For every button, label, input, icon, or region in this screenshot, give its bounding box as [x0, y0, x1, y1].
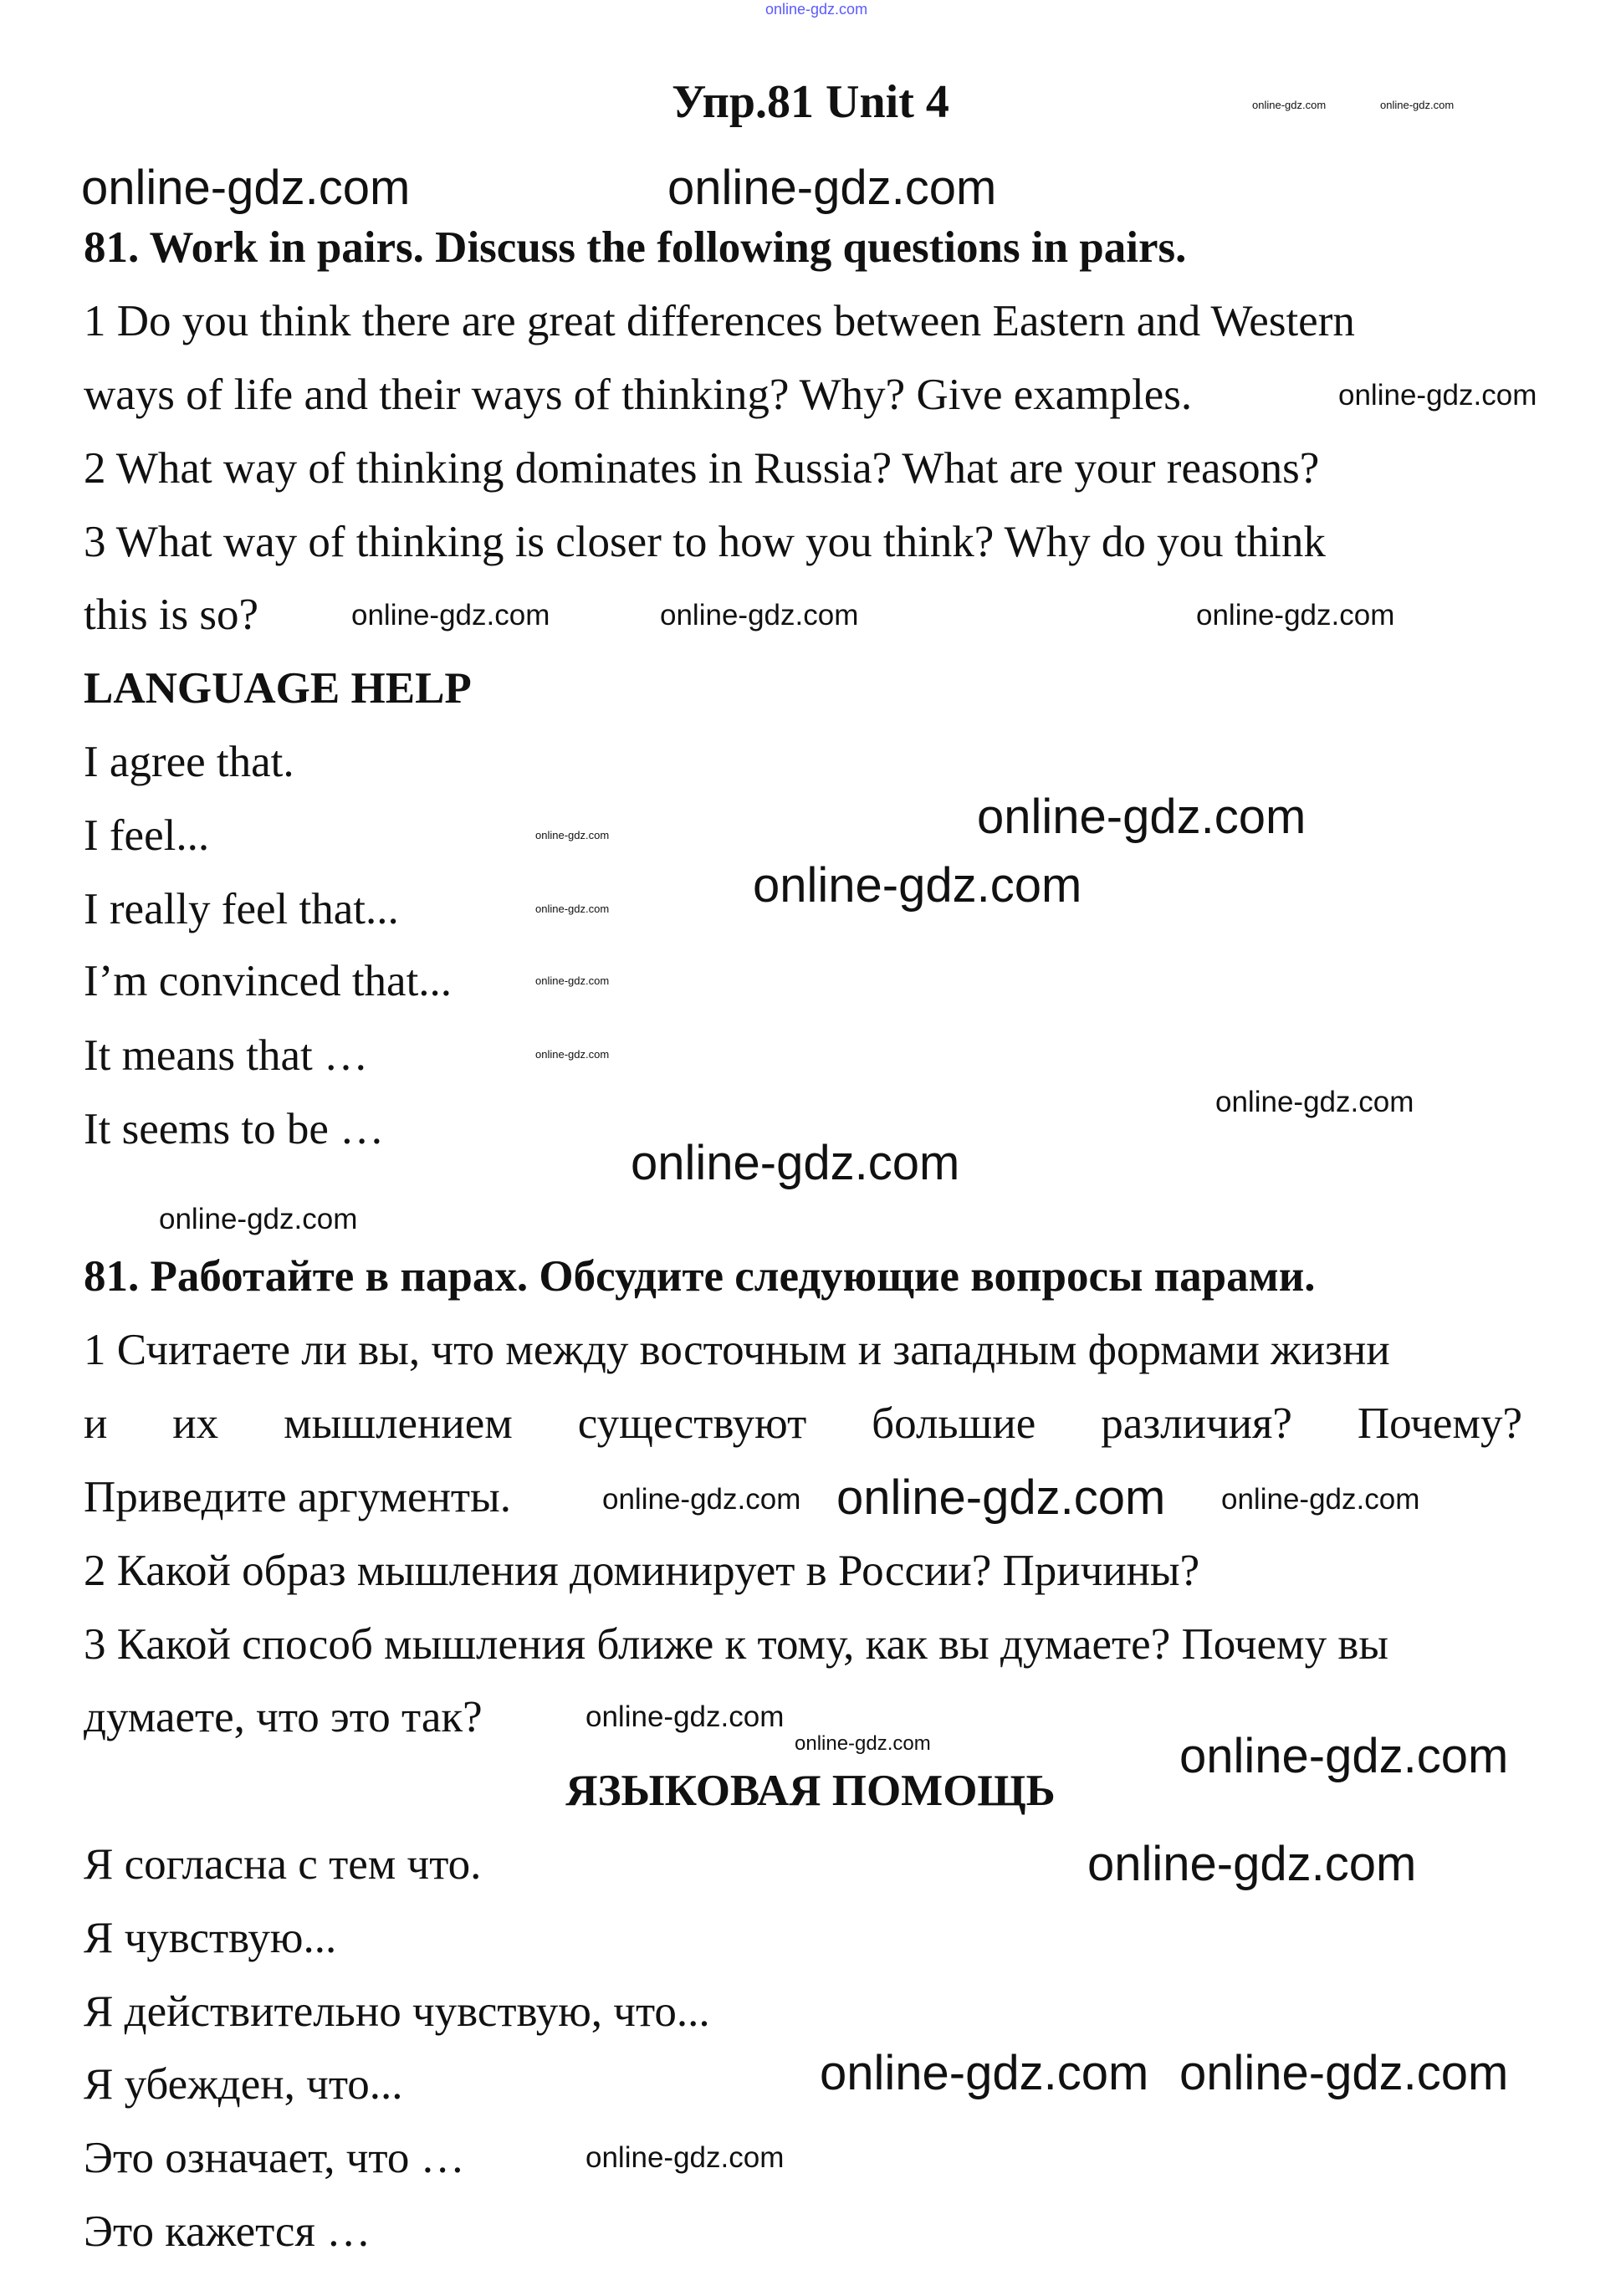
question-line: this is so? — [84, 591, 259, 639]
watermark: online-gdz.com — [1380, 99, 1455, 111]
watermark: online-gdz.com — [602, 1483, 801, 1516]
question-line: 3 What way of thinking is closer to how you think? Why do you think — [84, 518, 1326, 566]
watermark: online-gdz.com — [81, 161, 411, 215]
exercise-heading-ru: 81. Работайте в парах. Обсудите следующие вопросы парами. — [84, 1252, 1316, 1301]
watermark: online-gdz.com — [535, 829, 610, 841]
help-phrase: Я чувствую... — [84, 1914, 337, 1962]
question-line: Приведите аргументы. — [84, 1473, 511, 1521]
watermark: online-gdz.com — [836, 1470, 1166, 1525]
help-phrase: I really feel that... — [84, 885, 399, 933]
watermark: online-gdz.com — [795, 1732, 931, 1755]
help-phrase: I feel... — [84, 811, 210, 860]
watermark: online-gdz.com — [586, 2141, 785, 2174]
watermark: online-gdz.com — [535, 974, 610, 987]
watermark: online-gdz.com — [1221, 1483, 1420, 1516]
watermark: online-gdz.com — [159, 1203, 358, 1235]
help-phrase: Я действительно чувствую, что... — [84, 1987, 710, 2036]
language-help-heading: LANGUAGE HELP — [84, 664, 472, 713]
watermark: online-gdz.com — [820, 2046, 1149, 2100]
watermark: online-gdz.com — [1179, 1729, 1509, 1783]
question-line: ways of life and their ways of thinking? Why? Give examples. — [84, 371, 1193, 419]
question-line: и их мышлением существуют большие различия? Почему? — [84, 1399, 1522, 1448]
question-line: 2 What way of thinking dominates in Russia? What are your reasons? — [84, 444, 1320, 493]
exercise-heading-en: 81. Work in pairs. Discuss the following questions in pairs. — [84, 223, 1187, 272]
help-phrase: Это кажется … — [84, 2207, 371, 2256]
watermark: online-gdz.com — [660, 599, 859, 632]
watermark: online-gdz.com — [1338, 379, 1537, 412]
watermark: online-gdz.com — [1252, 99, 1327, 111]
help-phrase: It seems to be … — [84, 1105, 385, 1153]
watermark: online-gdz.com — [1087, 1837, 1417, 1891]
watermark: online-gdz.com — [765, 1, 868, 18]
watermark: online-gdz.com — [631, 1136, 960, 1190]
help-phrase: I’m convinced that... — [84, 957, 453, 1005]
question-line: 1 Do you think there are great differences between Eastern and Western — [84, 297, 1355, 345]
question-line: 3 Какой способ мышления ближе к тому, как вы думаете? Почему вы — [84, 1620, 1388, 1669]
question-line: думаете, что это так? — [84, 1693, 483, 1741]
watermark: online-gdz.com — [586, 1700, 785, 1733]
watermark: online-gdz.com — [1215, 1086, 1414, 1118]
help-phrase: Я согласна с тем что. — [84, 1840, 482, 1889]
watermark: online-gdz.com — [1179, 2046, 1509, 2100]
help-phrase: I agree that. — [84, 738, 294, 786]
help-phrase: Я убежден, что... — [84, 2060, 403, 2109]
language-help-heading-ru: ЯЗЫКОВАЯ ПОМОЩЬ — [565, 1767, 1056, 1815]
help-phrase: It means that … — [84, 1031, 368, 1080]
watermark: online-gdz.com — [977, 790, 1307, 844]
watermark: online-gdz.com — [667, 161, 997, 215]
help-phrase: Это означает, что … — [84, 2134, 465, 2182]
watermark: online-gdz.com — [1196, 599, 1395, 632]
question-line: 2 Какой образ мышления доминирует в России? Причины? — [84, 1547, 1200, 1595]
watermark: online-gdz.com — [535, 903, 610, 915]
watermark: online-gdz.com — [535, 1048, 610, 1061]
question-line: 1 Считаете ли вы, что между восточным и западным формами жизни — [84, 1326, 1390, 1374]
watermark: online-gdz.com — [753, 858, 1082, 913]
page-title: Упр.81 Unit 4 — [672, 76, 949, 128]
watermark: online-gdz.com — [351, 599, 550, 632]
